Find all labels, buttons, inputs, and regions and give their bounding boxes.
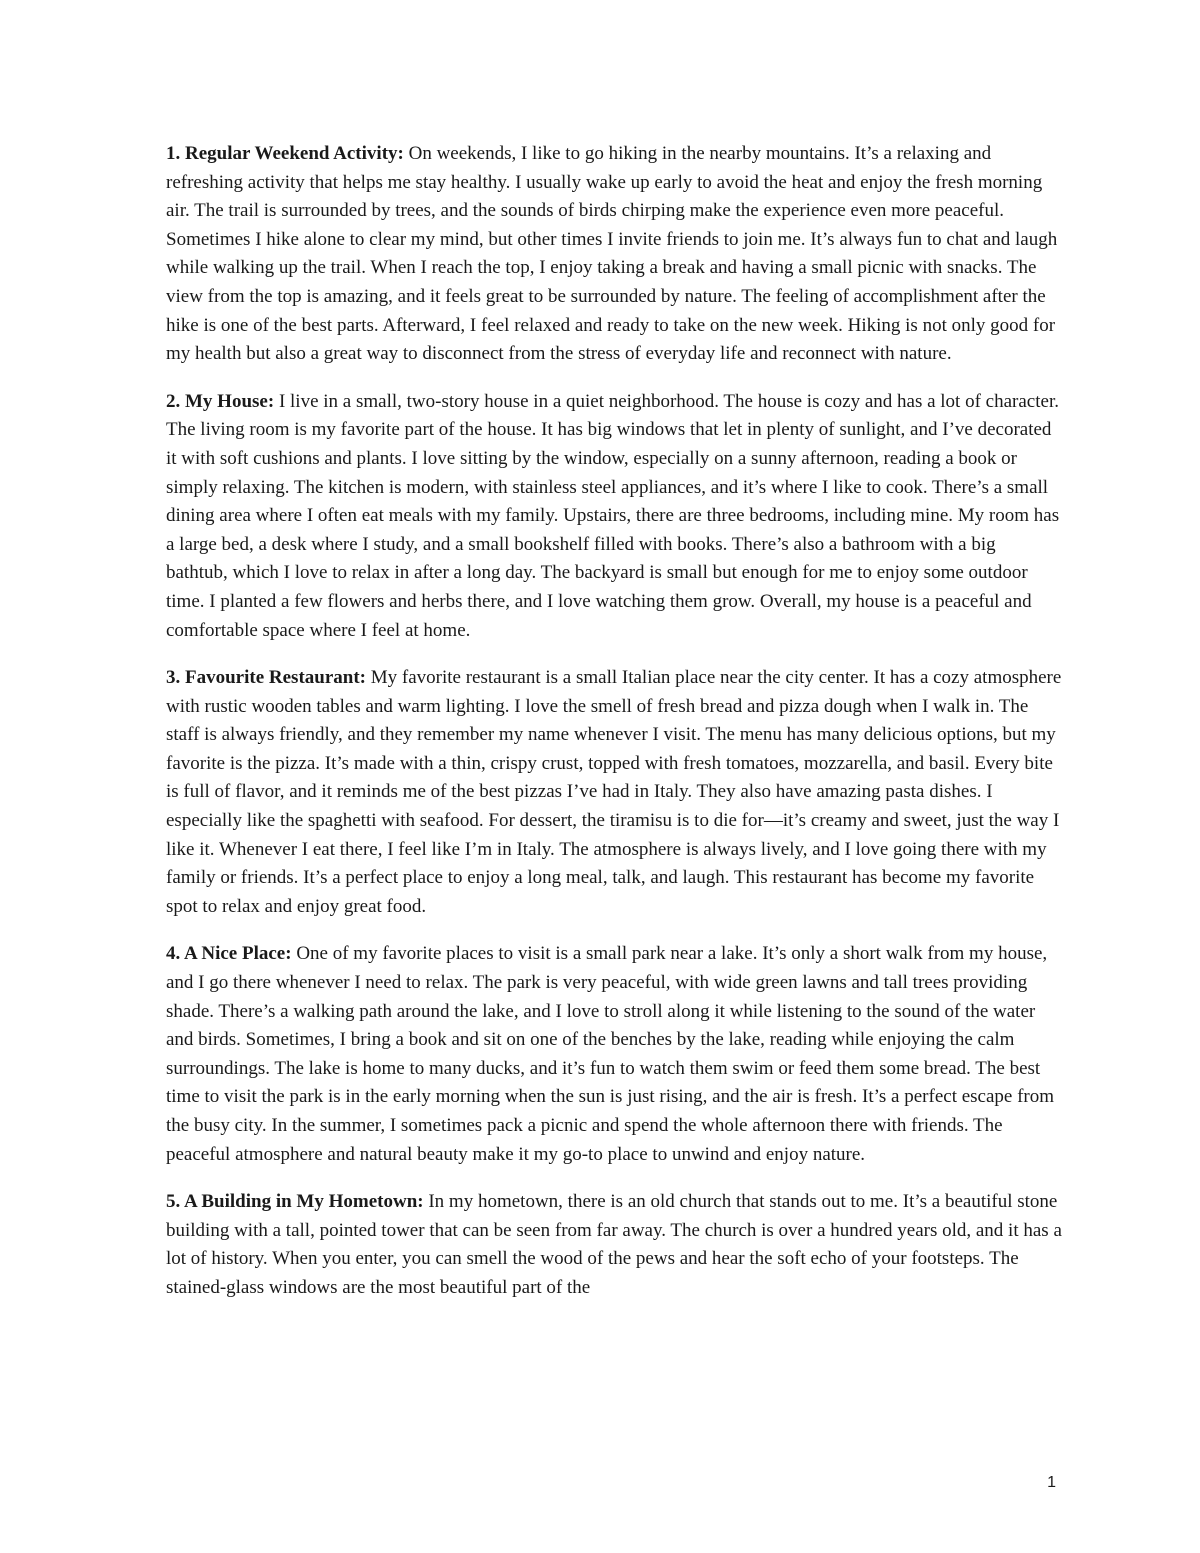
paragraph-nice-place [166, 940, 1062, 1169]
paragraph-text: In my hometown, there is an old church that stands out to me. It’s a beautiful stone building with a tall, pointed tower that can be seen from far away. The church is over a hundred years old, and it has a lot of history. When you enter, you can smell the wood of the pews and hear the soft echo of your footsteps. The stained-glass windows are the most beautiful part of the [166, 1191, 1062, 1298]
paragraph-text: My favorite restaurant is a small Italian place near the city center. It has a cozy atmosphere with rustic wooden tables and warm lighting. I love the smell of fresh bread and pizza dough when I walk in. The staff is always friendly, and they remember my name whenever I visit. The menu has many delicious options, but my favorite is the pizza. It’s made with a thin, crispy crust, topped with fresh tomatoes, mozzarella, and basil. Every bite is full of flavor, and it reminds me of the best pizzas I’ve had in Italy. They also have amazing pasta dishes. I especially like the spaghetti with seafood. For dessert, the tiramisu is to die for—it’s creamy and sweet, just the way I like it. Whenever I eat there, I feel like I’m in Italy. The atmosphere is always lively, and I love going there with my family or friends. It’s a perfect place to enjoy a long meal, talk, and laugh. This restaurant has become my favorite spot to relax and enjoy great food. [166, 667, 1062, 917]
paragraph-heading: 3. Favourite Restaurant: [166, 667, 366, 689]
paragraph-hometown-building [166, 1188, 1062, 1302]
paragraph-heading: 2. My House: [166, 390, 275, 412]
paragraph-favourite-restaurant [166, 664, 1062, 921]
paragraph-weekend-activity [166, 140, 1062, 369]
paragraph-my-house [166, 388, 1062, 645]
page-number: 1 [1047, 1474, 1056, 1491]
paragraph-heading: 1. Regular Weekend Activity: [166, 143, 404, 164]
paragraph-text: I live in a small, two-story house in a quiet neighborhood. The house is cozy and has a lot of character. The living room is my favorite part of the house. It has big windows that let in plenty of sunlight, and I’ve decorated it with soft cushions and plants. I love sitting by the window, especially on a sunny afternoon, reading a book or simply relaxing. The kitchen is modern, with stainless steel appliances, and it’s where I like to cook. There’s a small dining area where I often eat meals with my family. Upstairs, there are three bedrooms, including mine. My room has a large bed, a desk where I study, and a small bookshelf filled with books. There’s also a bathroom with a big bathtub, which I love to relax in after a long day. The backyard is small but enough for me to enjoy some outdoor time. I planted a few flowers and herbs there, and I love watching them grow. Overall, my house is a peaceful and comfortable space where I feel at home. [166, 390, 1060, 641]
paragraph-text: One of my favorite places to visit is a small park near a lake. It’s only a short walk from my house, and I go there whenever I need to relax. The park is very peaceful, with wide green lawns and tall trees providing shade. There’s a walking path around the lake, and I love to stroll along it while listening to the sound of the water and birds. Sometimes, I bring a book and sit on one of the benches by the lake, reading while enjoying the calm surroundings. The lake is home to many ducks, and it’s fun to watch them swim or feed them some bread. The best time to visit the park is in the early morning when the sun is just rising, and the air is fresh. It’s a perfect escape from the busy city. In the summer, I sometimes pack a picnic and spend the whole afternoon there with friends. The peaceful atmosphere and natural beauty make it my go-to place to unwind and enjoy nature. [166, 943, 1055, 1165]
paragraph-text: On weekends, I like to go hiking in the nearby mountains. It’s a relaxing and refreshing activity that helps me stay healthy. I usually wake up early to avoid the heat and enjoy the fresh morning air. The trail is surrounded by trees, and the sounds of birds chirping make the experience even more peaceful. Sometimes I hike alone to clear my mind, but other times I invite friends to join me. It’s always fun to chat and laugh while walking up the trail. When I reach the top, I enjoy taking a break and having a small picnic with snacks. The view from the top is amazing, and it feels great to be surrounded by nature. The feeling of accomplishment after the hike is one of the best parts. Afterward, I feel relaxed and ready to take on the new week. Hiking is not only good for my health but also a great way to disconnect from the stress of everyday life and reconnect with nature. [166, 143, 1058, 365]
paragraph-heading: 4. A Nice Place: [166, 943, 292, 965]
document-body [166, 140, 1062, 1322]
paragraph-heading: 5. A Building in My Hometown: [166, 1191, 424, 1213]
